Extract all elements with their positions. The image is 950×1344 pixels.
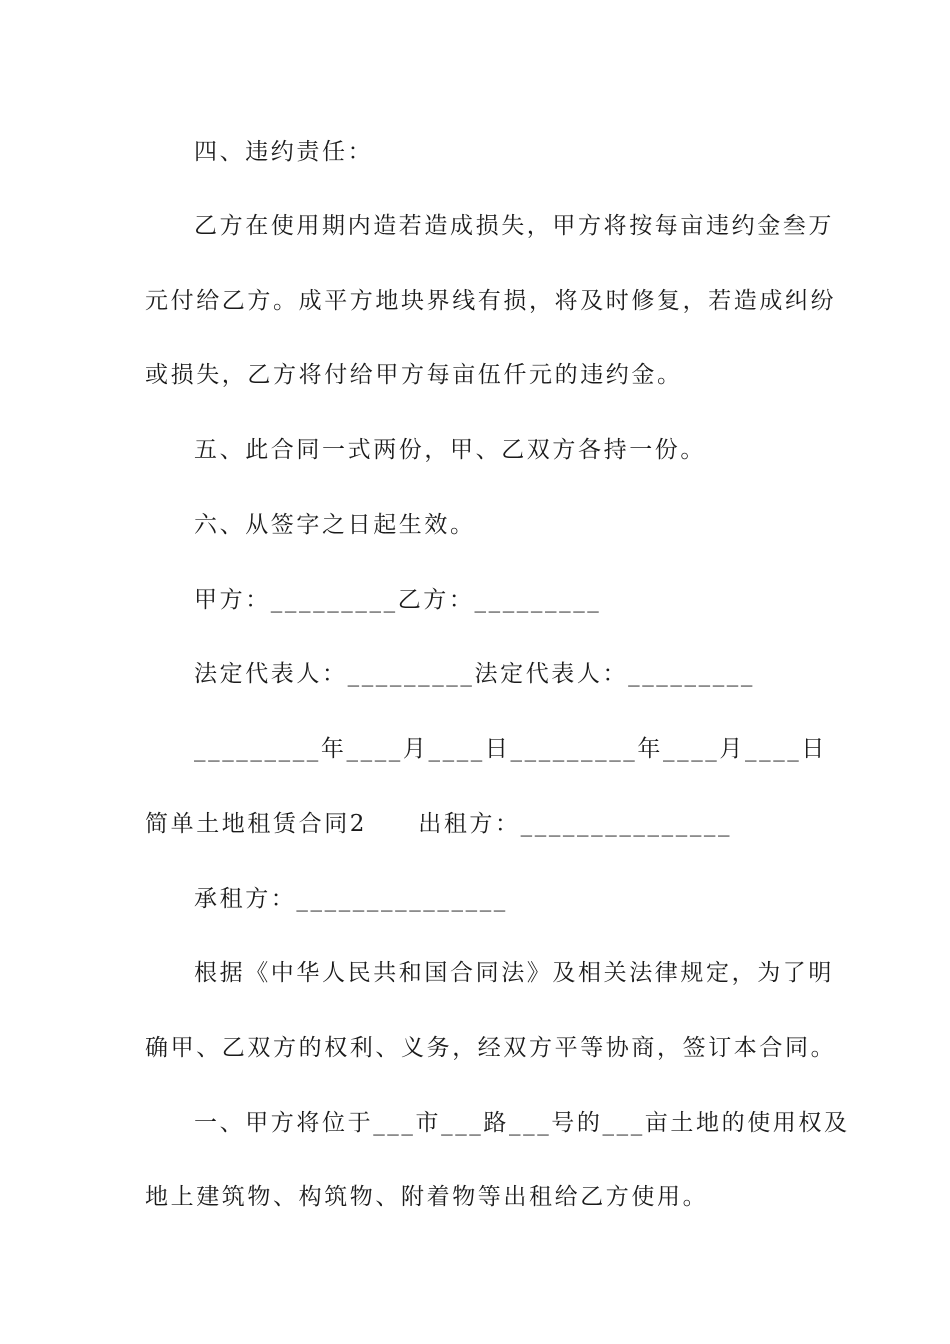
paragraph-line: 或损失，乙方将付给甲方每亩伍仟元的违约金。 bbox=[145, 362, 683, 388]
clause-six: 六、从签字之日起生效。 bbox=[194, 512, 476, 538]
signature-parties-line: 甲方：_________乙方：_________ bbox=[194, 587, 602, 613]
clause-five: 五、此合同一式两份，甲、乙双方各持一份。 bbox=[194, 437, 706, 463]
second-contract-title-line: 简单土地租赁合同2 出租方：_______________ bbox=[145, 811, 733, 837]
lessee-line: 承租方：_______________ bbox=[194, 886, 508, 912]
clause-one-line: 一、甲方将位于___市___路___号的___亩土地的使用权及 bbox=[194, 1110, 850, 1136]
paragraph-line: 地上建筑物、构筑物、附着物等出租给乙方使用。 bbox=[145, 1184, 709, 1210]
paragraph-line: 元付给乙方。成平方地块界线有损，将及时修复，若造成纠纷 bbox=[145, 288, 837, 314]
signature-date-line: _________年____月____日_________年____月____日 bbox=[194, 736, 827, 762]
paragraph-line: 确甲、乙双方的权利、义务，经双方平等协商，签订本合同。 bbox=[145, 1035, 837, 1061]
signature-representatives-line: 法定代表人：_________法定代表人：_________ bbox=[194, 661, 755, 687]
paragraph-line: 根据《中华人民共和国合同法》及相关法律规定，为了明 bbox=[194, 960, 834, 986]
paragraph-line: 乙方在使用期内造若造成损失，甲方将按每亩违约金叁万 bbox=[194, 213, 834, 239]
section-heading-breach-liability: 四、违约责任： bbox=[194, 139, 374, 165]
